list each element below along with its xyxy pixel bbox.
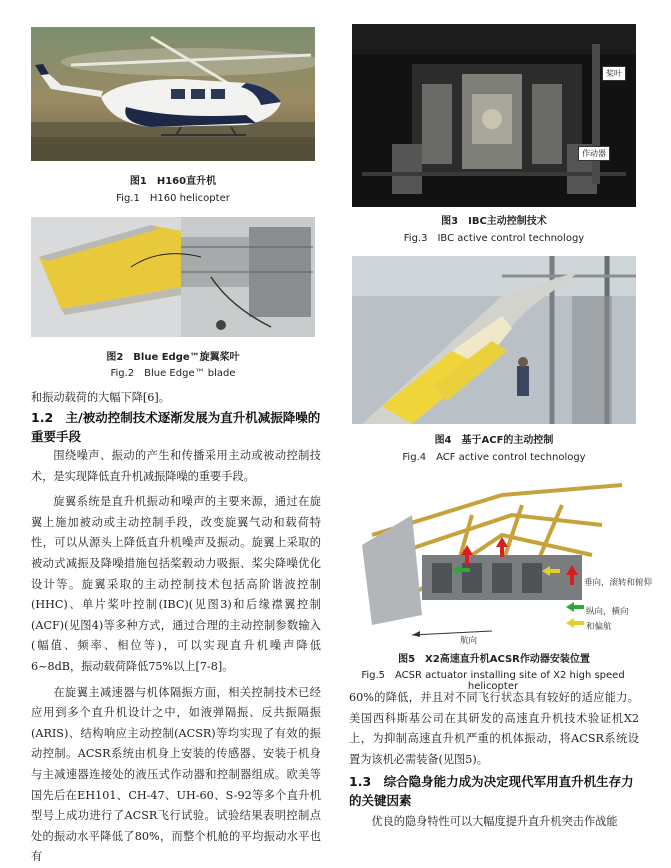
- intro-line: 和振动载荷的大幅下降[6]。: [31, 391, 170, 404]
- figure-2-image: [31, 217, 315, 337]
- left-body: [31, 446, 321, 868]
- legend-yaw: 和偏航: [586, 622, 612, 632]
- right-paragraph-1: 优良的隐身特性可以大幅度提升直升机突击作战能: [371, 815, 618, 828]
- legend-vertical-roll-pitch: 垂向，滚转和俯仰: [584, 578, 653, 588]
- figure-4-image: [352, 256, 636, 424]
- figure-1-image: [31, 27, 315, 161]
- right-body: [349, 812, 639, 833]
- right-body-continued: [349, 688, 639, 770]
- figure-1-caption-cn: 图1 H160直升机: [129, 176, 217, 187]
- left-intro-text: [31, 388, 321, 409]
- label-actuator: 作动器: [578, 146, 610, 161]
- figure-2-caption-cn: 图2 Blue Edge™旋翼桨叶: [106, 352, 240, 363]
- figure-1-caption-en: Fig.1 H160 helicopter: [116, 193, 230, 204]
- right-paragraph-continued: 60%的降低，并且对不同飞行状态具有较好的适应能力。美国西科斯基公司在其研发的高速直升机技术验证机X2上，为抑制高速直升机严重的机体振动，将ACSR系统设置为该机必需装备(见图5)。: [349, 691, 639, 766]
- section-1-3-heading: 1.3 综合隐身能力成为决定现代军用直升机生存力的关键因素: [349, 774, 634, 808]
- figure-5-caption-cn: 图5 X2高速直升机ACSR作动器安装位置: [398, 654, 590, 665]
- figure-5-caption-en: Fig.5 ACSR actuator installing site of X2 high speed helicopter: [361, 670, 625, 692]
- section-1-2-heading: 1.2 主/被动控制技术逐渐发展为直升机减振降噪的重要手段: [31, 410, 321, 444]
- figure-4-caption-en: Fig.4 ACF active control technology: [402, 452, 586, 463]
- figure-4-caption-cn: 图4 基于ACF的主动控制: [434, 435, 554, 446]
- label-blade: 桨叶: [602, 66, 626, 81]
- left-paragraph-3: 在旋翼主减速器与机体隔振方面，相关控制技术已经应用到多个直升机设计之中，如液弹隔振、反共振隔振(ARIS)、结构响应主动控制(ACSR)等均实现了有效的振动控制。ACSR系统由机身上安装的传感器、安装于机身与主减速器连接处的液压式作动器和控制器组成。欧美等国先后在EH101、CH-47、UH-60、S-92等多个直升机型号上成功进行了ACSR飞行试验。试验结果表明控制点处的振动水平降低了80%，而整个机舱的平均振动水平也有: [31, 685, 321, 864]
- left-paragraph-2: 旋翼系统是直升机振动和噪声的主要来源，通过在旋翼上施加被动或主动控制手段，改变旋翼气动和载荷特性，可以从源头上降低直升机噪声及振动。旋翼上采取的被动式减振及降噪措施包括桨毂动力吸振、桨尖降噪优化设计等。旋翼采取的主动控制技术包括高阶谐波控制(HHC)、单片桨叶控制(IBC)(见图3)和后缘襟翼控制(ACF)(见图4)等多种方式，通过合理的主动控制参数输入(幅值、频率、相位等)，可以实现直升机噪声降低6~8dB，振动载荷降低75%以上[7-8]。: [31, 495, 321, 673]
- legend-longitudinal-lateral: 纵向，横向: [586, 607, 629, 617]
- figure-3-caption-en: Fig.3 IBC active control technology: [403, 233, 585, 244]
- left-paragraph-1: 围绕噪声、振动的产生和传播采用主动或被动控制技术，是实现降低直升机减振降噪的重要手段。: [31, 449, 321, 483]
- figure-2-caption-en: Fig.2 Blue Edge™ blade: [110, 368, 236, 379]
- figure-3-caption-cn: 图3 IBC主动控制技术: [441, 216, 547, 227]
- axis-heading-label: 航向: [460, 636, 478, 646]
- figure-3-image: [352, 24, 636, 207]
